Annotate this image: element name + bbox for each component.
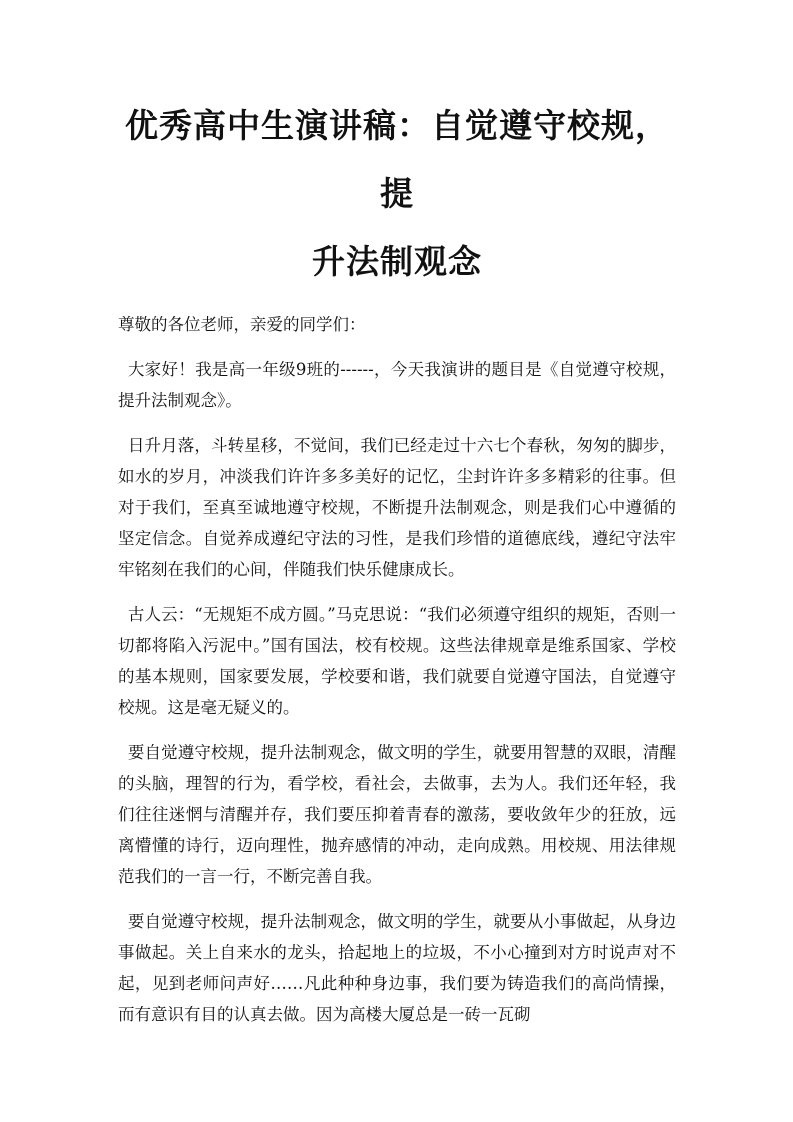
paragraph-4: 要自觉遵守校规，提升法制观念，做文明的学生，就要用智慧的双眼，清醒的头脑，理智的行为，看学校，看社会，去做事，去为人。我们还年轻，我们往往迷惘与清醒并存，我们要压抑着青春的激荡，要收敛年少的狂放，远离懵懂的诗行，迈向理性，抛弃感情的冲动，走向成熟。用校规、用法律规范我们的一言一行，不断完善自我。 xyxy=(118,743,676,886)
document-body xyxy=(118,310,676,1030)
paragraph-2: 日升月落，斗转星移，不觉间，我们已经走过十六七个春秋，匆匆的脚步，如水的岁月，冲淡我们许许多多美好的记忆，尘封许许多多精彩的往事。但对于我们，至真至诚地遵守校规，不断提升法制观念，则是我们心中遵循的坚定信念。自觉养成遵纪守法的习性，是我们珍惜的道德底线，遵纪守法牢牢铭刻在我们的心间，伴随我们快乐健康成长。 xyxy=(118,436,676,579)
title-line-2: 升法制观念 xyxy=(312,242,482,281)
paragraph-3: 古人云：“无规矩不成方圆。”马克思说：“我们必须遵守组织的规矩，否则一切都将陷入污泥中。”国有国法，校有校规。这些法律规章是维系国家、学校的基本规则，国家要发展，学校要和谐，我们就要自觉遵守国法，自觉遵守校规。这是毫无疑义的。 xyxy=(118,605,676,717)
title-line-1: 优秀高中生演讲稿：自觉遵守校规，提 xyxy=(125,106,669,213)
greeting: 尊敬的各位老师，亲爱的同学们： xyxy=(118,315,366,334)
paragraph-1: 大家好！我是高一年级9班的------，今天我演讲的题目是《自觉遵守校规，提升法制观念》。 xyxy=(118,360,676,410)
document-page xyxy=(118,92,676,1044)
paragraph-5: 要自觉遵守校规，提升法制观念，做文明的学生，就要从小事做起，从身边事做起。关上自来水的龙头，拾起地上的垃圾，不小心撞到对方时说声对不起，见到老师问声好……凡此种种身边事，我们要为铸造我们的高尚情操，而有意识有目的认真去做。因为高楼大厦总是一砖一瓦砌 xyxy=(118,912,676,1024)
document-title xyxy=(118,92,676,296)
